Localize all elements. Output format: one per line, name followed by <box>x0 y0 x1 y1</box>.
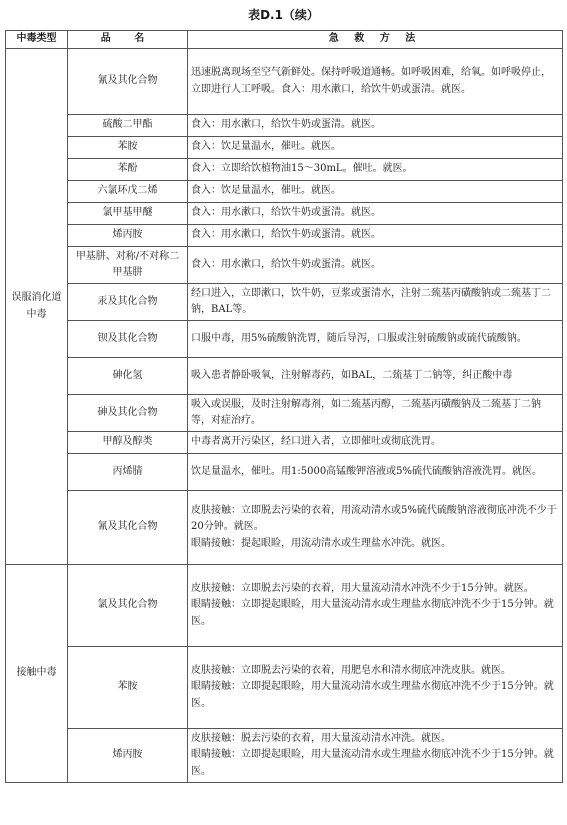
table-row <box>6 565 563 647</box>
first-aid-instruction: 眼睛接触：立即提起眼睑，用大量流动清水或生理盐水彻底冲洗不少于15分钟。就医。 <box>191 681 554 709</box>
table-row <box>6 491 563 565</box>
first-aid-method-cell <box>188 181 563 203</box>
first-aid-method-cell <box>188 491 563 565</box>
product-name-cell: 钡及其化合物 <box>68 321 188 358</box>
table-row <box>6 647 563 729</box>
first-aid-method-cell <box>188 159 563 181</box>
first-aid-method-cell <box>188 565 563 647</box>
product-name-cell: 苯胺 <box>68 137 188 159</box>
table-caption: 表D.1（续） <box>248 8 319 22</box>
first-aid-instruction: 眼睛接触：立即提起眼睑，用大量流动清水或生理盐水彻底冲洗不少于15分钟。就医。 <box>191 749 554 777</box>
first-aid-instruction: 食入：饮足量温水，催吐。就医。 <box>191 185 341 197</box>
product-name-cell: 氯甲基甲醚 <box>68 203 188 225</box>
first-aid-instruction: 吸入患者静卧吸氧，注射解毒药，如BAL，二巯基丁二钠等，纠正酸中毒 <box>191 369 513 381</box>
header-first-aid-method: 急 救 方 法 <box>188 31 563 49</box>
table-row <box>6 321 563 358</box>
table-row <box>6 729 563 783</box>
table-row <box>6 358 563 395</box>
first-aid-method-cell <box>188 647 563 729</box>
header-poisoning-type: 中毒类型 <box>6 31 68 49</box>
poisoning-type-cell: 接触中毒 <box>6 565 68 783</box>
product-name-cell: 六氯环戊二烯 <box>68 181 188 203</box>
product-name-cell: 甲醇及醇类 <box>68 432 188 454</box>
first-aid-method-cell <box>188 284 563 321</box>
first-aid-instruction: 吸入或误服，及时注射解毒剂，如二巯基丙醇，二巯基丙磺酸钠及二巯基丁二钠等，对症治疗。 <box>191 398 541 426</box>
poisoning-type-cell: 误服消化道中毒 <box>6 49 68 565</box>
first-aid-method-cell <box>188 247 563 284</box>
first-aid-instruction: 皮肤接触：立即脱去污染的衣着，用大量流动清水冲洗不少于15分钟。就医。 <box>191 582 534 594</box>
first-aid-instruction: 眼睛接触：立即提起眼睑，用大量流动清水或生理盐水彻底冲洗不少于15分钟。就医。 <box>191 599 554 627</box>
table-row <box>6 284 563 321</box>
product-name-cell: 丙烯腈 <box>68 454 188 491</box>
first-aid-instruction: 迅速脱离现场至空气新鲜处。保持呼吸道通畅。如呼吸困难，给氧。如呼吸停止，立即进行人工呼吸。食入：用水漱口，给饮牛奶或蛋清。就医。 <box>191 67 551 95</box>
product-name-cell: 氰及其化合物 <box>68 491 188 565</box>
first-aid-method-cell <box>188 49 563 115</box>
product-name-cell: 苯胺 <box>68 647 188 729</box>
product-name-cell: 氯及其化合物 <box>68 565 188 647</box>
table-row <box>6 395 563 432</box>
first-aid-instruction: 食入：用水漱口，给饮牛奶或蛋清。就医。 <box>191 229 381 241</box>
first-aid-instruction: 皮肤接触：立即脱去污染的衣着，用肥皂水和清水彻底冲洗皮肤。就医。 <box>191 664 511 676</box>
table-row <box>6 49 563 115</box>
table-row <box>6 159 563 181</box>
header-row <box>6 31 563 49</box>
product-name-cell: 氰及其化合物 <box>68 49 188 115</box>
product-name-cell: 苯酚 <box>68 159 188 181</box>
first-aid-method-cell <box>188 358 563 395</box>
first-aid-method-cell <box>188 432 563 454</box>
first-aid-method-cell <box>188 225 563 247</box>
first-aid-instruction: 口服中毒，用5%硫酸钠洗胃，随后导泻，口服或注射硫酸钠或硫代硫酸钠。 <box>191 332 527 344</box>
product-name-cell: 砷及其化合物 <box>68 395 188 432</box>
first-aid-method-cell <box>188 115 563 137</box>
first-aid-method-cell <box>188 395 563 432</box>
product-name-cell: 汞及其化合物 <box>68 284 188 321</box>
product-name-cell: 烯丙胺 <box>68 729 188 783</box>
first-aid-instruction: 皮肤接触：脱去污染的衣着，用大量流动清水冲洗。就医。 <box>191 732 451 744</box>
product-name-cell: 砷化氢 <box>68 358 188 395</box>
table-row <box>6 115 563 137</box>
first-aid-instruction: 眼睛接触：提起眼睑，用流动清水或生理盐水冲洗。就医。 <box>191 537 451 549</box>
product-name-cell: 甲基肼、对称/不对称二甲基肼 <box>68 247 188 284</box>
first-aid-instruction: 食入：立即给饮植物油15～30mL。催吐。就医。 <box>191 163 413 175</box>
first-aid-instruction: 经口进入，立即漱口，饮牛奶，豆浆或蛋清水，注射二巯基丙磺酸钠或二巯基丁二钠，BAL等。 <box>191 287 551 315</box>
header-product-name: 品 名 <box>68 31 188 49</box>
table-body <box>6 49 563 783</box>
first-aid-instruction: 食入：用水漱口，给饮牛奶或蛋清。就医。 <box>191 119 381 131</box>
first-aid-method-cell <box>188 203 563 225</box>
table-row <box>6 181 563 203</box>
first-aid-instruction: 食入：饮足量温水，催吐。就医。 <box>191 141 341 153</box>
first-aid-instruction: 食入：用水漱口，给饮牛奶或蛋清。就医。 <box>191 207 381 219</box>
first-aid-method-cell <box>188 454 563 491</box>
first-aid-method-cell <box>188 729 563 783</box>
table-row <box>6 203 563 225</box>
table-row <box>6 247 563 284</box>
first-aid-method-cell <box>188 321 563 358</box>
table-row <box>6 454 563 491</box>
first-aid-instruction: 饮足量温水，催吐。用1:5000高锰酸钾溶液或5%硫代硫酸钠溶液洗胃。就医。 <box>191 465 543 477</box>
first-aid-instruction: 中毒者离开污染区，经口进入者，立即催吐或彻底洗胃。 <box>191 436 441 448</box>
table-row <box>6 137 563 159</box>
first-aid-method-cell <box>188 137 563 159</box>
table-row <box>6 432 563 454</box>
table-row <box>6 225 563 247</box>
product-name-cell: 硫酸二甲酯 <box>68 115 188 137</box>
first-aid-instruction: 皮肤接触：立即脱去污染的衣着，用流动清水或5%硫代硫酸钠溶液彻底冲洗不少于20分钟。就医。 <box>191 504 557 533</box>
product-name-cell: 烯丙胺 <box>68 225 188 247</box>
first-aid-instruction: 食入：用水漱口，给饮牛奶或蛋清。就医。 <box>191 258 381 270</box>
first-aid-table <box>5 30 563 783</box>
